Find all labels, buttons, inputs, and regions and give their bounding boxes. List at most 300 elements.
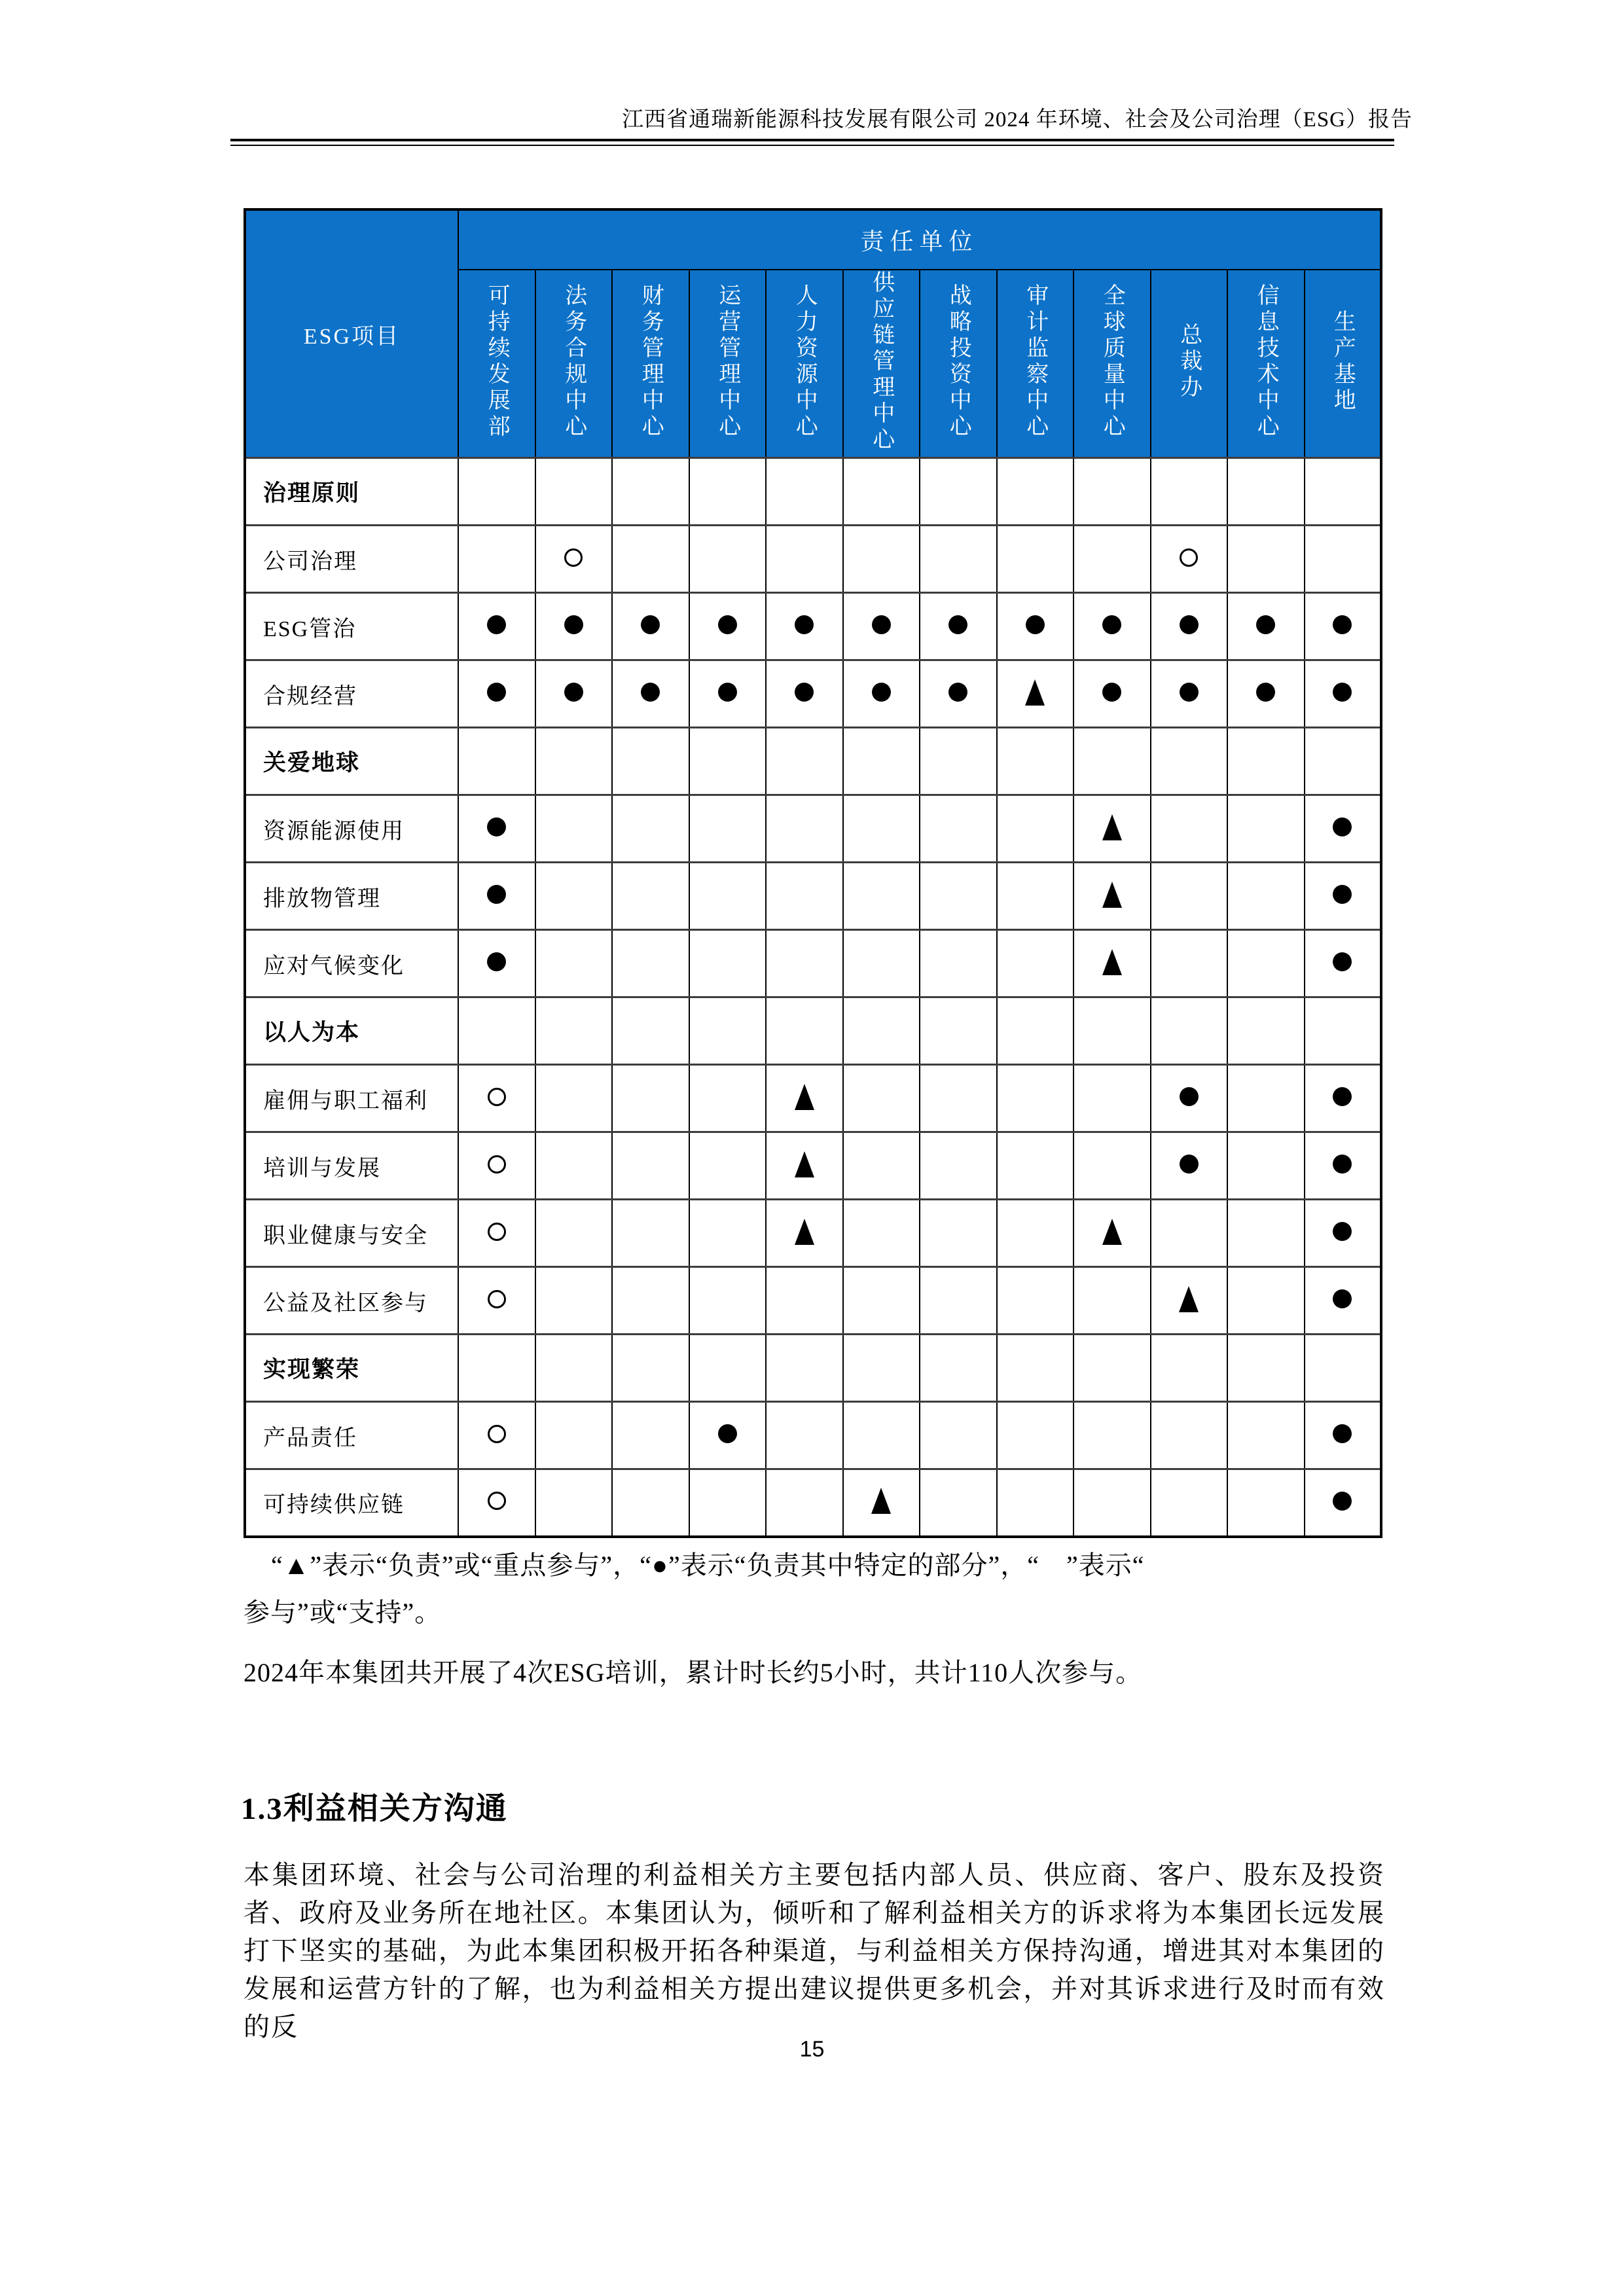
- matrix-cell: [920, 1469, 997, 1537]
- matrix-cell: [1151, 1065, 1228, 1132]
- mark-filled-circle: [1180, 615, 1199, 634]
- matrix-cell: [1227, 1065, 1305, 1132]
- matrix-cell: [612, 795, 689, 863]
- mark-triangle: [1102, 882, 1122, 908]
- matrix-cell: [1151, 1335, 1228, 1402]
- row-label: 培训与发展: [245, 1132, 458, 1200]
- matrix-cell: [1305, 458, 1382, 526]
- mark-filled-circle: [1333, 885, 1352, 904]
- header-rule: [230, 139, 1394, 146]
- matrix-cell: [766, 1065, 843, 1132]
- matrix-cell: [843, 660, 920, 728]
- matrix-cell: [1074, 1335, 1151, 1402]
- mark-filled-circle: [1333, 952, 1352, 971]
- matrix-cell: [1305, 660, 1382, 728]
- matrix-cell: [997, 930, 1074, 997]
- row-label: 职业健康与安全: [245, 1200, 458, 1267]
- matrix-cell: [1227, 1335, 1305, 1402]
- matrix-cell: [535, 1469, 613, 1537]
- matrix-cell: [535, 728, 613, 795]
- matrix-cell: [1305, 1200, 1382, 1267]
- mark-filled-circle: [1333, 817, 1352, 836]
- matrix-cell: [843, 526, 920, 593]
- matrix-cell: [1305, 863, 1382, 930]
- matrix-cell: [1305, 593, 1382, 660]
- matrix-cell: [1151, 1200, 1228, 1267]
- mark-triangle: [1179, 1286, 1199, 1312]
- matrix-cell: [920, 1200, 997, 1267]
- matrix-cell: [458, 1402, 535, 1469]
- matrix-cell: [458, 997, 535, 1065]
- matrix-cell: [612, 1335, 689, 1402]
- matrix-cell: [920, 930, 997, 997]
- matrix-cell: [997, 1267, 1074, 1335]
- matrix-cell: [458, 526, 535, 593]
- row-label: 资源能源使用: [245, 795, 458, 863]
- matrix-cell: [612, 1065, 689, 1132]
- section-row-label: 实现繁荣: [245, 1335, 458, 1402]
- group-header-responsible-units: 责任单位: [458, 209, 1381, 270]
- matrix-cell: [1227, 458, 1305, 526]
- matrix-cell: [612, 930, 689, 997]
- matrix-cell: [1227, 795, 1305, 863]
- mark-filled-circle: [1333, 683, 1352, 702]
- matrix-cell: [1151, 728, 1228, 795]
- matrix-cell: [766, 1132, 843, 1200]
- matrix-cell: [1305, 1065, 1382, 1132]
- legend-line-2: 参与”或“支持”。: [244, 1598, 442, 1627]
- matrix-cell: [920, 660, 997, 728]
- matrix-cell: [689, 1200, 767, 1267]
- matrix-cell: [766, 593, 843, 660]
- mark-filled-circle: [564, 683, 583, 702]
- matrix-cell: [612, 660, 689, 728]
- matrix-cell: [612, 1402, 689, 1469]
- matrix-cell: [458, 1267, 535, 1335]
- mark-filled-circle: [487, 817, 506, 836]
- matrix-cell: [458, 1065, 535, 1132]
- matrix-cell: [1305, 728, 1382, 795]
- matrix-cell: [1227, 863, 1305, 930]
- mark-filled-circle: [564, 615, 583, 634]
- matrix-cell: [1151, 660, 1228, 728]
- mark-hollow-circle: [488, 1425, 506, 1443]
- legend-note: [244, 1542, 1388, 1636]
- matrix-cell: [458, 728, 535, 795]
- matrix-cell: [766, 526, 843, 593]
- column-header-label: 可持续发展部: [484, 283, 509, 440]
- mark-filled-circle: [1180, 683, 1199, 702]
- matrix-cell: [689, 1132, 767, 1200]
- matrix-cell: [1074, 660, 1151, 728]
- table-row: [245, 1200, 1381, 1267]
- table-row: [245, 593, 1381, 660]
- mark-filled-circle: [1333, 1222, 1352, 1241]
- mark-filled-circle: [487, 952, 506, 971]
- matrix-cell: [1305, 1335, 1382, 1402]
- mark-hollow-circle: [488, 1290, 506, 1308]
- mark-hollow-circle: [564, 548, 583, 567]
- matrix-cell: [766, 660, 843, 728]
- matrix-cell: [843, 1402, 920, 1469]
- table-row: [245, 1267, 1381, 1335]
- stakeholder-paragraph: 本集团环境、社会与公司治理的利益相关方主要包括内部人员、供应商、客户、股东及投资者、政府及业务所在地社区。本集团认为，倾听和了解利益相关方的诉求将为本集团长远发展打下坚实的基础，为此本集团积极开拓各种渠道，与利益相关方保持沟通，增进其对本集团的发展和运营方针的了解，也为利益相关方提出建议提供更多机会，并对其诉求进行及时而有效的反: [244, 1860, 1385, 2041]
- matrix-cell: [535, 1335, 613, 1402]
- mark-filled-circle: [1333, 1155, 1352, 1174]
- matrix-cell: [1074, 930, 1151, 997]
- matrix-cell: [1151, 997, 1228, 1065]
- row-label: 公益及社区参与: [245, 1267, 458, 1335]
- matrix-cell: [766, 930, 843, 997]
- matrix-cell: [843, 593, 920, 660]
- matrix-cell: [535, 1200, 613, 1267]
- row-label: 公司治理: [245, 526, 458, 593]
- matrix-cell: [458, 458, 535, 526]
- mark-filled-circle: [487, 615, 506, 634]
- matrix-cell: [997, 458, 1074, 526]
- table-row: [245, 1469, 1381, 1537]
- matrix-cell: [458, 1469, 535, 1537]
- matrix-cell: [535, 593, 613, 660]
- matrix-cell: [843, 1469, 920, 1537]
- matrix-cell: [1151, 863, 1228, 930]
- matrix-cell: [766, 458, 843, 526]
- column-header-label: 审计监察中心: [1022, 283, 1047, 440]
- mark-filled-circle: [872, 683, 891, 702]
- matrix-cell: [689, 997, 767, 1065]
- table-row: [245, 1402, 1381, 1469]
- matrix-cell: [458, 863, 535, 930]
- matrix-cell: [1305, 1402, 1382, 1469]
- matrix-cell: [920, 593, 997, 660]
- matrix-cell: [766, 795, 843, 863]
- matrix-cell: [843, 728, 920, 795]
- table-row: [245, 660, 1381, 728]
- matrix-cell: [689, 660, 767, 728]
- matrix-cell: [535, 458, 613, 526]
- column-header-6: [843, 270, 920, 458]
- column-header-11: [1227, 270, 1305, 458]
- matrix-cell: [535, 1065, 613, 1132]
- matrix-cell: [1074, 997, 1151, 1065]
- matrix-cell: [612, 1132, 689, 1200]
- matrix-cell: [1227, 1402, 1305, 1469]
- column-header-12: [1305, 270, 1382, 458]
- legend-line-1: “▲”表示“负责”或“重点参与”，“●”表示“负责其中特定的部分”，“ ”表示“: [271, 1551, 1145, 1580]
- mark-filled-circle: [948, 683, 967, 702]
- mark-filled-circle: [1333, 1424, 1352, 1443]
- matrix-cell: [920, 728, 997, 795]
- mark-hollow-circle: [488, 1088, 506, 1106]
- matrix-cell: [997, 997, 1074, 1065]
- column-header-label: 总裁办: [1176, 323, 1201, 401]
- matrix-cell: [612, 728, 689, 795]
- matrix-cell: [689, 1065, 767, 1132]
- mark-hollow-circle: [488, 1223, 506, 1241]
- matrix-cell: [535, 1402, 613, 1469]
- row-label: 产品责任: [245, 1402, 458, 1469]
- column-header-label: 财务管理中心: [638, 283, 663, 440]
- matrix-cell: [1227, 930, 1305, 997]
- page-number: 15: [799, 2037, 825, 2062]
- column-header-label: 生产基地: [1330, 310, 1355, 414]
- matrix-cell: [843, 1200, 920, 1267]
- matrix-cell: [535, 526, 613, 593]
- matrix-cell: [997, 1402, 1074, 1469]
- mark-filled-circle: [1333, 1492, 1352, 1511]
- matrix-cell: [1151, 593, 1228, 660]
- matrix-cell: [458, 1132, 535, 1200]
- mark-filled-circle: [718, 1424, 737, 1443]
- matrix-cell: [920, 997, 997, 1065]
- matrix-cell: [920, 526, 997, 593]
- mark-filled-circle: [1333, 1289, 1352, 1308]
- mark-hollow-circle: [488, 1155, 506, 1174]
- matrix-cell: [1227, 1469, 1305, 1537]
- matrix-cell: [997, 1200, 1074, 1267]
- matrix-cell: [1074, 795, 1151, 863]
- table-row: [245, 458, 1381, 526]
- matrix-cell: [1151, 1402, 1228, 1469]
- matrix-cell: [1305, 997, 1382, 1065]
- matrix-cell: [689, 795, 767, 863]
- column-header-10: [1151, 270, 1228, 458]
- matrix-cell: [689, 1335, 767, 1402]
- matrix-cell: [843, 1267, 920, 1335]
- matrix-cell: [1305, 1132, 1382, 1200]
- matrix-cell: [1227, 728, 1305, 795]
- table-row: [245, 526, 1381, 593]
- matrix-cell: [997, 795, 1074, 863]
- matrix-cell: [920, 1267, 997, 1335]
- mark-filled-circle: [487, 885, 506, 904]
- matrix-cell: [1151, 526, 1228, 593]
- row-label: 应对气候变化: [245, 930, 458, 997]
- section-heading-1-3: 1.3利益相关方沟通: [241, 1792, 508, 1826]
- matrix-cell: [1227, 1267, 1305, 1335]
- matrix-cell: [612, 863, 689, 930]
- mark-triangle: [1102, 949, 1122, 975]
- matrix-cell: [997, 526, 1074, 593]
- mark-filled-circle: [1102, 615, 1121, 634]
- matrix-cell: [843, 1132, 920, 1200]
- matrix-cell: [458, 930, 535, 997]
- mark-filled-circle: [872, 615, 891, 634]
- matrix-cell: [1151, 930, 1228, 997]
- matrix-cell: [766, 1267, 843, 1335]
- matrix-cell: [535, 1132, 613, 1200]
- matrix-cell: [1227, 1200, 1305, 1267]
- matrix-cell: [689, 1402, 767, 1469]
- matrix-cell: [997, 863, 1074, 930]
- matrix-cell: [843, 1065, 920, 1132]
- table-row: [245, 997, 1381, 1065]
- matrix-cell: [689, 593, 767, 660]
- row-label: 雇佣与职工福利: [245, 1065, 458, 1132]
- table-row: [245, 795, 1381, 863]
- matrix-cell: [1305, 1469, 1382, 1537]
- esg-matrix-wrapper: [244, 208, 1385, 1538]
- column-header-label: 法务合规中心: [561, 283, 586, 440]
- mark-filled-circle: [641, 615, 660, 634]
- matrix-cell: [1151, 1267, 1228, 1335]
- matrix-cell: [920, 1065, 997, 1132]
- matrix-cell: [920, 1335, 997, 1402]
- column-header-label: 供应链管理中心: [869, 270, 893, 454]
- matrix-body: [245, 458, 1381, 1537]
- matrix-cell: [843, 795, 920, 863]
- matrix-cell: [612, 526, 689, 593]
- section-row-label: 关爱地球: [245, 728, 458, 795]
- mark-triangle: [1025, 679, 1045, 706]
- mark-triangle: [1102, 814, 1122, 840]
- column-header-label: 运营管理中心: [715, 283, 740, 440]
- matrix-cell: [458, 1335, 535, 1402]
- mark-triangle: [1102, 1219, 1122, 1245]
- matrix-cell: [535, 660, 613, 728]
- table-row: [245, 1335, 1381, 1402]
- matrix-cell: [535, 930, 613, 997]
- mark-filled-circle: [641, 683, 660, 702]
- matrix-cell: [1305, 1267, 1382, 1335]
- table-row: [245, 863, 1381, 930]
- matrix-cell: [1074, 1065, 1151, 1132]
- row-label: ESG管治: [245, 593, 458, 660]
- matrix-cell: [1227, 526, 1305, 593]
- matrix-cell: [1074, 1469, 1151, 1537]
- mark-filled-circle: [1180, 1087, 1199, 1106]
- matrix-cell: [766, 1402, 843, 1469]
- matrix-cell: [997, 728, 1074, 795]
- matrix-cell: [1074, 1132, 1151, 1200]
- row-label: 合规经营: [245, 660, 458, 728]
- mark-filled-circle: [795, 683, 814, 702]
- matrix-cell: [458, 660, 535, 728]
- mark-filled-circle: [1026, 615, 1045, 634]
- matrix-cell: [997, 1335, 1074, 1402]
- matrix-cell: [1074, 1402, 1151, 1469]
- mark-filled-circle: [948, 615, 967, 634]
- matrix-cell: [1305, 930, 1382, 997]
- matrix-cell: [689, 1267, 767, 1335]
- matrix-cell: [612, 997, 689, 1065]
- row-label: 可持续供应链: [245, 1469, 458, 1537]
- matrix-cell: [766, 997, 843, 1065]
- matrix-cell: [1074, 1267, 1151, 1335]
- matrix-cell: [1074, 728, 1151, 795]
- matrix-cell: [843, 997, 920, 1065]
- matrix-cell: [689, 728, 767, 795]
- column-header-1: [458, 270, 535, 458]
- matrix-cell: [843, 863, 920, 930]
- row-label: 排放物管理: [245, 863, 458, 930]
- matrix-cell: [612, 1267, 689, 1335]
- matrix-cell: [689, 1469, 767, 1537]
- mark-filled-circle: [718, 683, 737, 702]
- matrix-cell: [997, 1065, 1074, 1132]
- column-header-label: 人力资源中心: [792, 283, 817, 440]
- matrix-cell: [535, 997, 613, 1065]
- mark-triangle: [795, 1084, 814, 1110]
- matrix-cell: [1074, 1200, 1151, 1267]
- matrix-cell: [1074, 593, 1151, 660]
- table-row: [245, 1065, 1381, 1132]
- matrix-cell: [997, 1469, 1074, 1537]
- matrix-cell: [1151, 1469, 1228, 1537]
- table-row: [245, 728, 1381, 795]
- matrix-cell: [1305, 795, 1382, 863]
- table-row: [245, 1132, 1381, 1200]
- column-header-2: [535, 270, 613, 458]
- matrix-cell: [843, 1335, 920, 1402]
- matrix-cell: [458, 1200, 535, 1267]
- mark-filled-circle: [1333, 615, 1352, 634]
- mark-filled-circle: [487, 683, 506, 702]
- matrix-cell: [843, 930, 920, 997]
- column-header-label: 战略投资中心: [946, 283, 971, 440]
- column-header-label: 信息技术中心: [1254, 283, 1278, 440]
- esg-responsibility-matrix: [244, 208, 1382, 1538]
- matrix-cell: [1305, 526, 1382, 593]
- matrix-cell: [920, 795, 997, 863]
- matrix-cell: [535, 863, 613, 930]
- column-header-7: [920, 270, 997, 458]
- column-header-5: [766, 270, 843, 458]
- mark-triangle: [795, 1219, 814, 1245]
- matrix-cell: [535, 1267, 613, 1335]
- mark-filled-circle: [1180, 1155, 1199, 1174]
- column-header-9: [1074, 270, 1151, 458]
- mark-filled-circle: [1256, 683, 1275, 702]
- matrix-cell: [1151, 795, 1228, 863]
- matrix-cell: [1074, 526, 1151, 593]
- corner-header-esg-items: ESG项目: [245, 209, 458, 458]
- section-row-label: 治理原则: [245, 458, 458, 526]
- matrix-cell: [1227, 997, 1305, 1065]
- matrix-cell: [920, 863, 997, 930]
- matrix-cell: [766, 1200, 843, 1267]
- matrix-cell: [612, 1469, 689, 1537]
- section-row-label: 以人为本: [245, 997, 458, 1065]
- matrix-cell: [1151, 1132, 1228, 1200]
- mark-triangle: [871, 1488, 891, 1514]
- matrix-head: [245, 209, 1381, 458]
- column-header-3: [612, 270, 689, 458]
- table-row: [245, 930, 1381, 997]
- matrix-cell: [612, 593, 689, 660]
- matrix-cell: [766, 1469, 843, 1537]
- mark-triangle: [795, 1151, 814, 1177]
- mark-filled-circle: [1102, 683, 1121, 702]
- mark-filled-circle: [1333, 1087, 1352, 1106]
- matrix-cell: [997, 1132, 1074, 1200]
- mark-hollow-circle: [1180, 548, 1198, 567]
- mark-filled-circle: [1256, 615, 1275, 634]
- matrix-cell: [458, 593, 535, 660]
- matrix-cell: [1227, 593, 1305, 660]
- column-header-4: [689, 270, 767, 458]
- matrix-cell: [689, 863, 767, 930]
- matrix-cell: [997, 593, 1074, 660]
- column-header-8: [997, 270, 1074, 458]
- training-note: 2024年本集团共开展了4次ESG培训，累计时长约5小时，共计110人次参与。: [244, 1658, 1143, 1687]
- mark-hollow-circle: [488, 1492, 506, 1510]
- matrix-cell: [612, 1200, 689, 1267]
- matrix-cell: [766, 728, 843, 795]
- matrix-cell: [1227, 660, 1305, 728]
- matrix-cell: [1074, 863, 1151, 930]
- matrix-cell: [689, 930, 767, 997]
